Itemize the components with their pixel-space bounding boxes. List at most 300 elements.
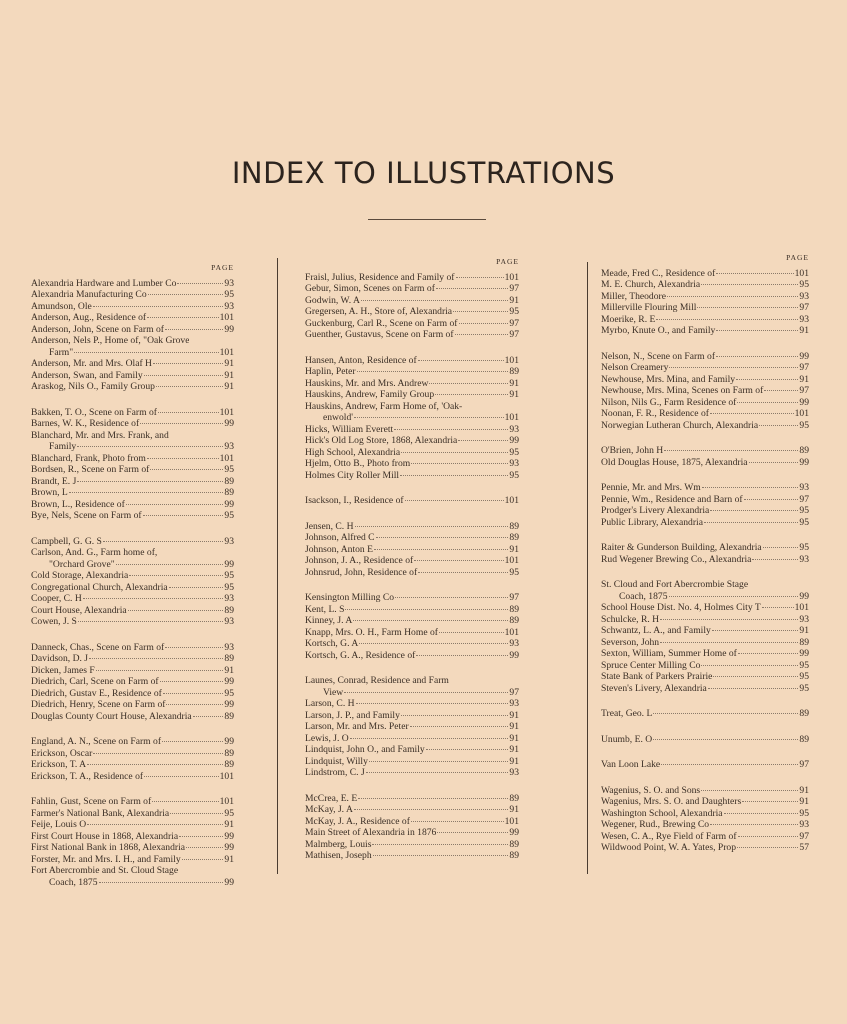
index-entry <box>305 401 519 424</box>
entry-page: 95 <box>224 464 234 475</box>
entry-name: Hicks, William Everett <box>305 423 394 435</box>
index-entry <box>305 470 519 482</box>
index-column-1 <box>31 262 234 902</box>
dot-leader <box>165 647 223 648</box>
index-entry <box>601 408 809 420</box>
index-entry <box>31 430 234 453</box>
entry-page: 89 <box>509 366 519 377</box>
index-entry <box>601 708 809 720</box>
dot-leader <box>126 504 224 505</box>
entry-page: 89 <box>224 487 234 498</box>
entry-page: 91 <box>509 389 519 400</box>
index-entry <box>305 521 519 533</box>
entry-name: Miller, Theodore <box>601 290 666 302</box>
index-entry <box>305 793 519 805</box>
entry-page: 95 <box>224 570 234 581</box>
entry-name: Court House, Alexandria <box>31 604 127 616</box>
entry-group <box>305 521 519 579</box>
entry-page: 95 <box>799 516 809 528</box>
entry-page: 101 <box>794 602 809 613</box>
entry-name: Kortsch, G. A., Residence of <box>305 649 416 661</box>
column-divider-left <box>277 258 278 874</box>
entry-group <box>31 796 234 888</box>
entry-name: Lindquist, John O., and Family <box>305 744 425 755</box>
index-entry <box>31 381 234 393</box>
entry-page: 93 <box>799 553 809 565</box>
entry-name: Severson, John <box>601 636 660 648</box>
entry-page: 101 <box>219 770 234 782</box>
dot-leader <box>724 813 799 814</box>
dot-leader <box>87 764 223 765</box>
entry-name: Nilson, Nils G., Farm Residence of <box>601 396 737 408</box>
entry-page: 95 <box>224 687 234 699</box>
dot-leader <box>344 692 508 693</box>
entry-name: Diedrich, Carl, Scene on Farm of <box>31 676 159 687</box>
index-entry <box>601 785 809 797</box>
entry-name: Norwegian Lutheran Church, Alexandria <box>601 419 759 431</box>
entry-name: Hauskins, Andrew, Family Group <box>305 389 435 400</box>
entry-name: Carlson, And. G., Farm home of, <box>31 547 158 558</box>
entry-name: Old Douglas House, 1875, Alexandria <box>601 456 748 468</box>
dot-leader <box>436 288 508 289</box>
index-entry <box>31 711 234 723</box>
dot-leader <box>738 836 799 837</box>
index-entry <box>305 744 519 756</box>
entry-name-continued: Farm" <box>49 346 74 358</box>
entry-page: 99 <box>224 876 234 888</box>
entry-page: 97 <box>509 317 519 329</box>
entry-page: 99 <box>799 648 809 659</box>
index-entry <box>31 289 234 301</box>
entry-name: Holmes City Roller Mill <box>305 469 400 481</box>
entry-page: 99 <box>224 418 234 429</box>
entry-name: Mathisen, Joseph <box>305 850 372 861</box>
entry-name: Moerike, R. E <box>601 313 656 325</box>
entry-page: 91 <box>224 358 234 369</box>
dot-leader <box>437 832 508 833</box>
entry-name: Alexandria Hardware and Lumber Co <box>31 277 177 289</box>
entry-name: Public Library, Alexandria <box>601 516 703 528</box>
index-entry <box>305 306 519 318</box>
dot-leader <box>144 776 219 777</box>
index-entry <box>31 676 234 688</box>
entry-name: Barnes, W. K., Residence of <box>31 418 140 429</box>
dot-leader <box>147 317 219 318</box>
entry-page: 91 <box>509 294 519 306</box>
dot-leader <box>738 653 799 654</box>
entry-page: 97 <box>799 362 809 373</box>
index-entry <box>305 698 519 710</box>
entry-page: 99 <box>224 842 234 853</box>
entry-name: Newhouse, Mrs. Mina, Scenes on Farm of <box>601 385 764 396</box>
dot-leader <box>764 390 798 391</box>
entry-page: 89 <box>509 615 519 626</box>
dot-leader <box>163 693 224 694</box>
index-entry <box>305 733 519 745</box>
entry-name: Blanchard, Frank, Photo from <box>31 452 146 464</box>
entry-page: 93 <box>509 767 519 778</box>
dot-leader <box>702 487 799 488</box>
entry-name: Anderson, Swan, and Family <box>31 369 143 381</box>
entry-name: Wagenius, Mrs. S. O. and Daughters <box>601 796 742 807</box>
dot-leader <box>439 632 504 633</box>
entry-name: Anderson, Mr. and Mrs. Olaf H <box>31 358 152 369</box>
index-entry <box>601 374 809 386</box>
entry-page: 91 <box>509 755 519 767</box>
index-entry <box>601 759 809 771</box>
entry-group <box>305 675 519 779</box>
index-entry <box>31 831 234 843</box>
index-entry <box>601 554 809 566</box>
dot-leader <box>429 383 508 384</box>
entry-name: Van Loon Lake <box>601 759 661 770</box>
index-entry <box>601 420 809 432</box>
entry-page: 93 <box>509 458 519 469</box>
entry-page: 101 <box>504 815 519 827</box>
index-entry <box>601 325 809 337</box>
dot-leader <box>103 541 224 542</box>
entry-name: Araskog, Nils O., Family Group <box>31 381 155 392</box>
entry-name: High School, Alexandria <box>305 446 401 458</box>
dot-leader <box>93 753 223 754</box>
index-entry <box>305 615 519 627</box>
entry-page: 101 <box>504 271 519 283</box>
entry-name: McKay, J. A <box>305 804 353 815</box>
index-entry <box>305 318 519 330</box>
entry-name: Wesen, C. A., Rye Field of Farm of <box>601 830 737 842</box>
entry-name: Cold Storage, Alexandria <box>31 570 129 581</box>
entry-page: 99 <box>799 350 809 362</box>
entry-page: 101 <box>219 346 234 358</box>
dot-leader <box>435 394 508 395</box>
index-entry <box>31 570 234 582</box>
dot-leader <box>667 296 798 297</box>
dot-leader <box>83 598 224 599</box>
entry-name: Anderson, John, Scene on Farm of <box>31 323 164 335</box>
entry-page: 99 <box>509 827 519 838</box>
index-entry <box>31 476 234 488</box>
dot-leader <box>410 726 509 727</box>
index-entry <box>601 602 809 614</box>
entry-name: Amundson, Ole <box>31 300 92 312</box>
entry-name: Hjelm, Otto B., Photo from <box>305 458 411 469</box>
dot-leader <box>169 587 224 588</box>
dot-leader <box>704 522 798 523</box>
entry-name: Dicken, James F <box>31 664 95 676</box>
index-entry <box>601 734 809 746</box>
index-entry <box>31 487 234 499</box>
entry-page: 89 <box>224 747 234 759</box>
entry-page: 89 <box>224 710 234 722</box>
entry-name: Johnson, J. A., Residence of <box>305 555 414 566</box>
dot-leader <box>373 855 509 856</box>
entry-page: 91 <box>509 377 519 389</box>
dot-leader <box>405 500 504 501</box>
dot-leader <box>77 446 223 447</box>
entry-group <box>31 736 234 782</box>
dot-leader <box>369 761 509 762</box>
dot-leader <box>116 564 224 565</box>
dot-leader <box>350 738 509 739</box>
entry-page: 89 <box>799 636 809 648</box>
entry-group <box>601 482 809 528</box>
index-entry <box>305 283 519 295</box>
entry-name: Johnson, Alfred C <box>305 532 375 543</box>
entry-page: 89 <box>509 532 519 543</box>
entry-page: 93 <box>799 819 809 830</box>
dot-leader <box>353 620 508 621</box>
dot-leader <box>128 610 224 611</box>
dot-leader <box>664 450 798 451</box>
entry-group <box>601 445 809 468</box>
index-entry <box>305 767 519 779</box>
entry-name: Pennie, Wm., Residence and Barn of <box>601 493 743 505</box>
entry-page: 95 <box>799 659 809 671</box>
dot-leader <box>93 306 224 307</box>
entry-name: Fort Abercrombie and St. Cloud Stage <box>31 865 179 876</box>
index-entry <box>31 453 234 465</box>
index-entry <box>305 435 519 447</box>
dot-leader <box>77 481 223 482</box>
index-entry <box>31 335 234 358</box>
index-entry <box>601 505 809 517</box>
entry-name: McCrea, E. E <box>305 792 358 804</box>
index-entry <box>31 642 234 654</box>
entry-page: 95 <box>799 419 809 431</box>
entry-name: Hauskins, Andrew, Farm Home of, 'Oak- <box>305 400 463 412</box>
index-entry <box>305 555 519 567</box>
dot-leader <box>411 463 508 464</box>
entry-name: Guckenburg, Carl R., Scene on Farm of <box>305 317 458 329</box>
dot-leader <box>736 379 798 380</box>
entry-name: Johnson, Anton E <box>305 543 373 555</box>
entry-page: 95 <box>799 279 809 290</box>
index-entry <box>305 650 519 662</box>
index-entry <box>31 759 234 771</box>
index-column-3 <box>601 252 809 868</box>
entry-name: Guenther, Gustavus, Scene on Farm of <box>305 329 454 340</box>
entry-group <box>305 793 519 862</box>
entry-group <box>601 351 809 432</box>
entry-page: 101 <box>504 495 519 506</box>
dot-leader <box>749 462 799 463</box>
entry-page: 95 <box>509 446 519 458</box>
index-entry <box>305 567 519 579</box>
entry-name: Newhouse, Mrs. Mina, and Family <box>601 373 736 385</box>
dot-leader <box>710 510 798 511</box>
index-entry <box>31 616 234 628</box>
index-entry <box>31 808 234 820</box>
index-entry <box>31 605 234 617</box>
entry-name: St. Cloud and Fort Abercrombie Stage <box>601 579 749 590</box>
index-entry <box>31 653 234 665</box>
entry-name: Gregersen, A. H., Store of, Alexandria <box>305 306 453 317</box>
entry-page: 95 <box>799 682 809 694</box>
dot-leader <box>708 688 799 689</box>
entry-page: 93 <box>224 535 234 547</box>
entry-page: 89 <box>224 604 234 616</box>
entry-name: Lewis, J. O <box>305 732 349 744</box>
entry-name: Diedrich, Henry, Scene on Farm of <box>31 699 166 710</box>
index-entry <box>305 638 519 650</box>
entry-page: 93 <box>799 613 809 625</box>
index-entry <box>31 736 234 748</box>
dot-leader <box>660 619 798 620</box>
entry-name: Launes, Conrad, Residence and Farm <box>305 675 449 686</box>
entry-group <box>305 495 519 507</box>
dot-leader <box>394 429 508 430</box>
dot-leader <box>355 526 509 527</box>
dot-leader <box>418 360 504 361</box>
entry-name: Fraisl, Julius, Residence and Family of <box>305 271 455 283</box>
index-entry <box>31 499 234 511</box>
entry-name-continued: Coach, 1875 <box>49 876 98 888</box>
entry-page: 99 <box>799 396 809 408</box>
dot-leader <box>99 882 224 883</box>
entry-name: Lindquist, Willy <box>305 755 368 767</box>
index-entry <box>601 314 809 326</box>
index-entry <box>31 418 234 430</box>
entry-name: Rud Wegener Brewing Co., Alexandria <box>601 553 752 565</box>
dot-leader <box>414 560 503 561</box>
index-entry <box>31 796 234 808</box>
index-entry <box>31 665 234 677</box>
index-entry <box>601 362 809 374</box>
index-entry <box>31 407 234 419</box>
index-entry <box>305 804 519 816</box>
entry-name: Noonan, F. R., Residence of <box>601 408 709 419</box>
entry-page: 89 <box>799 445 809 456</box>
entry-name: Bakken, T. O., Scene on Farm of <box>31 406 157 418</box>
index-entry <box>31 358 234 370</box>
index-entry <box>305 604 519 616</box>
dot-leader <box>354 809 509 810</box>
index-entry <box>601 842 809 854</box>
entry-name: Hansen, Anton, Residence of <box>305 354 417 366</box>
dot-leader <box>152 801 218 802</box>
entry-name: Davidson, D. J <box>31 653 89 664</box>
dot-leader <box>458 440 508 441</box>
entry-page: 101 <box>794 267 809 279</box>
dot-leader <box>701 790 798 791</box>
dot-leader <box>357 371 509 372</box>
dot-leader <box>354 417 504 418</box>
page-column-label: PAGE <box>496 257 519 266</box>
entry-page: 97 <box>509 592 519 603</box>
entry-page: 101 <box>219 452 234 464</box>
index-entry <box>601 819 809 831</box>
index-entry <box>601 831 809 843</box>
index-entry <box>305 756 519 768</box>
entry-page: 97 <box>509 283 519 294</box>
index-entry <box>601 542 809 554</box>
entry-name: Forster, Mr. and Mrs. I. H., and Family <box>31 853 181 865</box>
entry-page: 91 <box>224 664 234 676</box>
index-entry <box>305 272 519 284</box>
entry-name-continued: Coach, 1875 <box>619 590 668 602</box>
entry-group <box>601 579 809 694</box>
entry-page: 91 <box>509 744 519 755</box>
entry-name: Feije, Louis O <box>31 819 87 830</box>
dot-leader <box>158 412 219 413</box>
index-entry <box>305 532 519 544</box>
entry-group <box>305 592 519 661</box>
dot-leader <box>656 319 798 320</box>
dot-leader <box>372 844 508 845</box>
entry-page: 95 <box>224 581 234 593</box>
dot-leader <box>669 596 799 597</box>
dot-leader <box>376 537 509 538</box>
entry-page: 91 <box>509 721 519 732</box>
entry-name: Steven's Livery, Alexandria <box>601 682 707 694</box>
index-entry <box>305 627 519 639</box>
index-entry <box>601 625 809 637</box>
index-entry <box>31 324 234 336</box>
entry-page: 93 <box>509 638 519 649</box>
entry-page: 99 <box>224 323 234 335</box>
entry-page: 91 <box>509 732 519 744</box>
index-entry <box>305 458 519 470</box>
entry-name: Brandt, E. J <box>31 475 77 487</box>
entry-page: 93 <box>509 423 519 435</box>
dot-leader <box>179 836 223 837</box>
entry-page: 93 <box>799 313 809 325</box>
entry-name: Bordsen, R., Scene on Farm of <box>31 464 150 475</box>
index-entry <box>31 312 234 324</box>
dot-leader <box>129 575 223 576</box>
entry-page: 93 <box>224 277 234 289</box>
index-entry <box>305 389 519 401</box>
entry-page: 89 <box>509 792 519 804</box>
dot-leader <box>356 703 509 704</box>
entry-page: 95 <box>509 306 519 317</box>
page-column-label: PAGE <box>786 253 809 262</box>
dot-leader <box>69 492 224 493</box>
entry-page: 99 <box>224 699 234 710</box>
entry-name: School House Dist. No. 4, Holmes City T <box>601 602 761 613</box>
entry-page: 101 <box>219 312 234 323</box>
dot-leader <box>737 402 798 403</box>
entry-page: 99 <box>224 558 234 570</box>
entry-name: Nelson Creamery <box>601 362 669 373</box>
index-entry <box>601 385 809 397</box>
index-entry <box>305 592 519 604</box>
index-entry <box>31 536 234 548</box>
dot-leader <box>361 300 509 301</box>
entry-group <box>31 642 234 723</box>
dot-leader <box>140 423 223 424</box>
entry-name: Wegener, Rud., Brewing Co <box>601 819 710 830</box>
index-entry <box>601 648 809 660</box>
entry-name: Knapp, Mrs. O. H., Farm Home of <box>305 626 438 638</box>
index-entry <box>601 482 809 494</box>
index-entry <box>31 301 234 313</box>
dot-leader <box>177 283 223 284</box>
dot-leader <box>752 559 798 560</box>
entry-page: 95 <box>224 289 234 300</box>
index-entry <box>31 510 234 522</box>
dot-leader <box>426 749 509 750</box>
index-entry <box>305 710 519 722</box>
entry-name: Spruce Center Milling Co <box>601 659 701 671</box>
entry-name: Hauskins, Mr. and Mrs. Andrew <box>305 377 429 389</box>
entry-groups <box>31 278 234 889</box>
entry-page: 99 <box>509 649 519 661</box>
entry-page: 89 <box>224 653 234 664</box>
entry-page: 99 <box>224 830 234 842</box>
entry-page: 91 <box>224 381 234 392</box>
entry-page: 101 <box>794 408 809 419</box>
